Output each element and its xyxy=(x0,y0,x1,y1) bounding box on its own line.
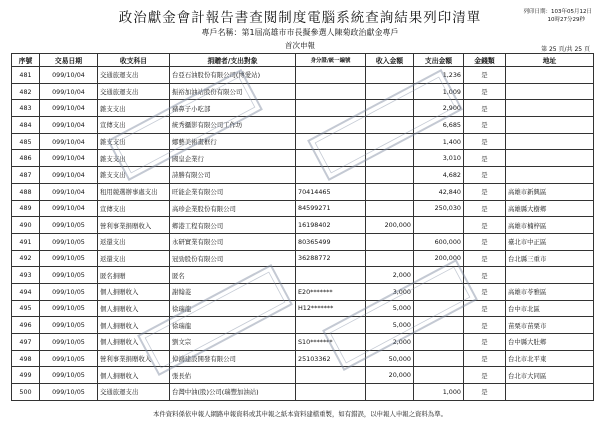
cell-money: 是 xyxy=(464,67,506,84)
cell-no: 496 xyxy=(12,317,40,334)
cell-id xyxy=(296,317,366,334)
cell-expense: 2,900 xyxy=(414,100,464,117)
cell-money: 是 xyxy=(464,334,506,351)
cell-date: 099/10/05 xyxy=(40,300,98,317)
table-row xyxy=(12,300,594,317)
cell-income: 50,000 xyxy=(366,350,414,367)
cell-date: 099/10/05 xyxy=(40,367,98,384)
cell-addr: 台中縣大肚鄉 xyxy=(506,334,594,351)
cell-money: 是 xyxy=(464,317,506,334)
table-row xyxy=(12,183,594,200)
cell-no: 492 xyxy=(12,250,40,267)
footnote: 本件資料係依申報人網路申報資料或其申報之紙本資料建檔重製，如有錯誤，以申報人申報之資料為準。 xyxy=(153,410,447,418)
cell-party: 旺能企業有限公司 xyxy=(170,183,296,200)
cell-addr: 高雄市苓雅區 xyxy=(506,283,594,300)
cell-no: 494 xyxy=(12,283,40,300)
cell-addr: 台中市北區 xyxy=(506,300,594,317)
cell-date: 099/10/05 xyxy=(40,250,98,267)
cell-id: 84599271 xyxy=(296,200,366,217)
cell-id xyxy=(296,67,366,84)
cell-date: 099/10/04 xyxy=(40,183,98,200)
cell-no: 481 xyxy=(12,67,40,84)
cell-subject: 返還支出 xyxy=(98,250,170,267)
cell-subject: 個人捐贈收入 xyxy=(98,300,170,317)
cell-income xyxy=(366,250,414,267)
cell-addr: 臺北市中正區 xyxy=(506,233,594,250)
cell-party: 倬鴻建設開發有限公司 xyxy=(170,350,296,367)
cell-income xyxy=(366,384,414,401)
cell-no: 495 xyxy=(12,300,40,317)
header-row xyxy=(12,54,594,67)
table-row xyxy=(12,317,594,334)
cell-income xyxy=(366,117,414,134)
cell-addr: 台北縣三重市 xyxy=(506,250,594,267)
cell-expense xyxy=(414,317,464,334)
cell-expense xyxy=(414,217,464,234)
cell-no: 497 xyxy=(12,334,40,351)
cell-subject: 營利事業捐贈收入 xyxy=(98,350,170,367)
cell-expense: 1,009 xyxy=(414,83,464,100)
cell-id: S10******* xyxy=(296,334,366,351)
cell-money: 是 xyxy=(464,384,506,401)
cell-id xyxy=(296,384,366,401)
cell-no: 490 xyxy=(12,217,40,234)
records-table xyxy=(11,53,594,401)
cell-expense: 200,000 xyxy=(414,250,464,267)
cell-id xyxy=(296,267,366,284)
cell-party: 鄉港工程有限公司 xyxy=(170,217,296,234)
col-header: 收入金額 xyxy=(366,54,414,67)
cell-no: 498 xyxy=(12,350,40,367)
cell-money: 是 xyxy=(464,100,506,117)
print-info xyxy=(524,8,593,24)
cell-money: 是 xyxy=(464,350,506,367)
cell-income: 200,000 xyxy=(366,217,414,234)
cell-income xyxy=(366,133,414,150)
cell-date: 099/10/05 xyxy=(40,384,98,401)
cell-subject: 雜支支出 xyxy=(98,150,170,167)
col-header: 交易日期 xyxy=(40,54,98,67)
table-row xyxy=(12,83,594,100)
col-header: 地址 xyxy=(506,54,594,67)
account-name: 專戶名稱：第1屆高雄市市長擬參選人陳菊政治獻金專戶 xyxy=(201,28,399,37)
cell-addr xyxy=(506,117,594,134)
cell-addr xyxy=(506,67,594,84)
col-header: 身分證/統一編號 xyxy=(296,54,366,67)
cell-id: 36288772 xyxy=(296,250,366,267)
cell-income xyxy=(366,233,414,250)
cell-no: 500 xyxy=(12,384,40,401)
cell-party: 台亞石油股份有限公司(博愛站) xyxy=(170,67,296,84)
cell-subject: 雜支支出 xyxy=(98,100,170,117)
cell-no: 482 xyxy=(12,83,40,100)
cell-id: H12******* xyxy=(296,300,366,317)
cell-income: 5,000 xyxy=(366,300,414,317)
cell-subject: 宣傳支出 xyxy=(98,200,170,217)
cell-income: 5,000 xyxy=(366,317,414,334)
table-row xyxy=(12,117,594,134)
table-row xyxy=(12,233,594,250)
cell-income xyxy=(366,167,414,184)
cell-id xyxy=(296,100,366,117)
cell-no: 499 xyxy=(12,367,40,384)
cell-no: 491 xyxy=(12,233,40,250)
cell-income: 2,000 xyxy=(366,334,414,351)
cell-party: 國皇企業行 xyxy=(170,150,296,167)
print-time: 10時27分29秒 xyxy=(547,17,585,23)
table-row xyxy=(12,167,594,184)
cell-subject: 個人捐贈收入 xyxy=(98,367,170,384)
col-header: 序號 xyxy=(12,54,40,67)
cell-money: 是 xyxy=(464,267,506,284)
cell-subject: 租用競選辦事處支出 xyxy=(98,183,170,200)
report-type: 首次申報 xyxy=(285,41,315,50)
cell-date: 099/10/04 xyxy=(40,167,98,184)
cell-income: 3,000 xyxy=(366,283,414,300)
cell-money: 是 xyxy=(464,217,506,234)
cell-id: 25103362 xyxy=(296,350,366,367)
cell-money: 是 xyxy=(464,150,506,167)
cell-expense: 6,685 xyxy=(414,117,464,134)
cell-date: 099/10/05 xyxy=(40,283,98,300)
cell-addr xyxy=(506,384,594,401)
cell-income xyxy=(366,67,414,84)
cell-addr xyxy=(506,83,594,100)
cell-date: 099/10/05 xyxy=(40,334,98,351)
cell-subject: 匿名捐贈 xyxy=(98,267,170,284)
cell-no: 483 xyxy=(12,100,40,117)
cell-date: 099/10/04 xyxy=(40,117,98,134)
cell-date: 099/10/05 xyxy=(40,217,98,234)
cell-party: 永研實業有限公司 xyxy=(170,233,296,250)
cell-subject: 個人捐贈收入 xyxy=(98,334,170,351)
cell-money: 是 xyxy=(464,200,506,217)
cell-addr: 台北市北平東 xyxy=(506,350,594,367)
cell-party: 張長佑 xyxy=(170,367,296,384)
cell-addr: 台北市大同區 xyxy=(506,367,594,384)
cell-subject: 雜支支出 xyxy=(98,167,170,184)
cell-no: 486 xyxy=(12,150,40,167)
cell-date: 099/10/05 xyxy=(40,233,98,250)
cell-subject: 個人捐贈收入 xyxy=(98,317,170,334)
cell-date: 099/10/04 xyxy=(40,200,98,217)
cell-subject: 宣傳支出 xyxy=(98,117,170,134)
cell-subject: 交通旅運支出 xyxy=(98,67,170,84)
page-info: 第 25 頁/共 25 頁 xyxy=(541,46,590,53)
cell-expense xyxy=(414,350,464,367)
document-title: 政治獻金會計報告書查閱制度電腦系統查詢結果列印清單 xyxy=(118,10,482,26)
cell-expense xyxy=(414,283,464,300)
col-header: 支出金額 xyxy=(414,54,464,67)
cell-expense: 3,010 xyxy=(414,150,464,167)
cell-subject: 交通旅運支出 xyxy=(98,384,170,401)
table-row xyxy=(12,100,594,117)
cell-id xyxy=(296,117,366,134)
cell-money: 是 xyxy=(464,367,506,384)
cell-income xyxy=(366,83,414,100)
cell-money: 是 xyxy=(464,167,506,184)
table-row xyxy=(12,267,594,284)
cell-no: 493 xyxy=(12,267,40,284)
cell-money: 是 xyxy=(464,117,506,134)
cell-expense: 4,682 xyxy=(414,167,464,184)
cell-no: 485 xyxy=(12,133,40,150)
table-row xyxy=(12,250,594,267)
cell-addr: 高雄市新興區 xyxy=(506,183,594,200)
cell-income: 2,000 xyxy=(366,267,414,284)
cell-addr: 高雄市楠梓區 xyxy=(506,217,594,234)
cell-id xyxy=(296,167,366,184)
cell-expense xyxy=(414,267,464,284)
table-row xyxy=(12,217,594,234)
cell-party: 台灣中油(股)公司(瑞豐加油站) xyxy=(170,384,296,401)
cell-no: 487 xyxy=(12,167,40,184)
table-row xyxy=(12,150,594,167)
cell-date: 099/10/04 xyxy=(40,100,98,117)
table-row xyxy=(12,350,594,367)
cell-addr xyxy=(506,267,594,284)
cell-addr: 苗栗市苗栗市 xyxy=(506,317,594,334)
cell-no: 489 xyxy=(12,200,40,217)
cell-subject: 營利事業捐贈收入 xyxy=(98,217,170,234)
cell-date: 099/10/04 xyxy=(40,150,98,167)
cell-party: 統秀攝影有限公司工作坊 xyxy=(170,117,296,134)
cell-expense: 1,236 xyxy=(414,67,464,84)
cell-money: 是 xyxy=(464,133,506,150)
cell-id xyxy=(296,83,366,100)
table-row xyxy=(12,283,594,300)
cell-date: 099/10/04 xyxy=(40,67,98,84)
cell-party: 徐瑞龍 xyxy=(170,317,296,334)
col-header: 金錢類 xyxy=(464,54,506,67)
cell-money: 是 xyxy=(464,83,506,100)
cell-expense: 42,840 xyxy=(414,183,464,200)
cell-addr xyxy=(506,100,594,117)
cell-money: 是 xyxy=(464,233,506,250)
table-row xyxy=(12,133,594,150)
cell-party: 詩勝有限公司 xyxy=(170,167,296,184)
col-header: 捐贈者/支出對象 xyxy=(170,54,296,67)
cell-addr xyxy=(506,167,594,184)
cell-expense: 600,000 xyxy=(414,233,464,250)
cell-date: 099/10/04 xyxy=(40,83,98,100)
cell-id: E20******* xyxy=(296,283,366,300)
cell-expense xyxy=(414,367,464,384)
cell-money: 是 xyxy=(464,283,506,300)
cell-party: 冠勁股份有限公司 xyxy=(170,250,296,267)
cell-date: 099/10/04 xyxy=(40,133,98,150)
table-row xyxy=(12,384,594,401)
cell-money: 是 xyxy=(464,183,506,200)
cell-income xyxy=(366,183,414,200)
cell-party: 豬鼻子小吃部 xyxy=(170,100,296,117)
print-date: 列印日期：103年05月12日 xyxy=(523,9,592,15)
cell-money: 是 xyxy=(464,300,506,317)
cell-id xyxy=(296,150,366,167)
table-row xyxy=(12,367,594,384)
cell-id: 80365499 xyxy=(296,233,366,250)
cell-party: 謝翰菱 xyxy=(170,283,296,300)
cell-id: 70414465 xyxy=(296,183,366,200)
cell-money: 是 xyxy=(464,250,506,267)
cell-id: 16198402 xyxy=(296,217,366,234)
cell-expense xyxy=(414,300,464,317)
cell-id xyxy=(296,367,366,384)
cell-no: 484 xyxy=(12,117,40,134)
cell-addr xyxy=(506,133,594,150)
cell-date: 099/10/05 xyxy=(40,267,98,284)
cell-income xyxy=(366,150,414,167)
cell-expense: 250,030 xyxy=(414,200,464,217)
cell-no: 488 xyxy=(12,183,40,200)
cell-date: 099/10/05 xyxy=(40,317,98,334)
cell-date: 099/10/05 xyxy=(40,350,98,367)
cell-income: 20,000 xyxy=(366,367,414,384)
cell-subject: 交通旅運支出 xyxy=(98,83,170,100)
cell-income xyxy=(366,100,414,117)
cell-expense: 1,000 xyxy=(414,384,464,401)
cell-id xyxy=(296,133,366,150)
cell-party: 高珍企業股份有限公司 xyxy=(170,200,296,217)
cell-subject: 雜支支出 xyxy=(98,133,170,150)
cell-expense: 1,400 xyxy=(414,133,464,150)
cell-party: 徐瑞龍 xyxy=(170,300,296,317)
cell-subject: 個人捐贈收入 xyxy=(98,283,170,300)
cell-addr xyxy=(506,150,594,167)
cell-party: 劉文宗 xyxy=(170,334,296,351)
col-header: 收支科目 xyxy=(98,54,170,67)
table-row xyxy=(12,200,594,217)
cell-subject: 返還支出 xyxy=(98,233,170,250)
cell-party: 娜藝美術畫框行 xyxy=(170,133,296,150)
cell-party: 匿名 xyxy=(170,267,296,284)
cell-party: 振裕加油站股份有限公司 xyxy=(170,83,296,100)
cell-addr: 高雄縣大樹鄉 xyxy=(506,200,594,217)
table-row xyxy=(12,67,594,84)
cell-income xyxy=(366,200,414,217)
cell-expense xyxy=(414,334,464,351)
table-row xyxy=(12,334,594,351)
